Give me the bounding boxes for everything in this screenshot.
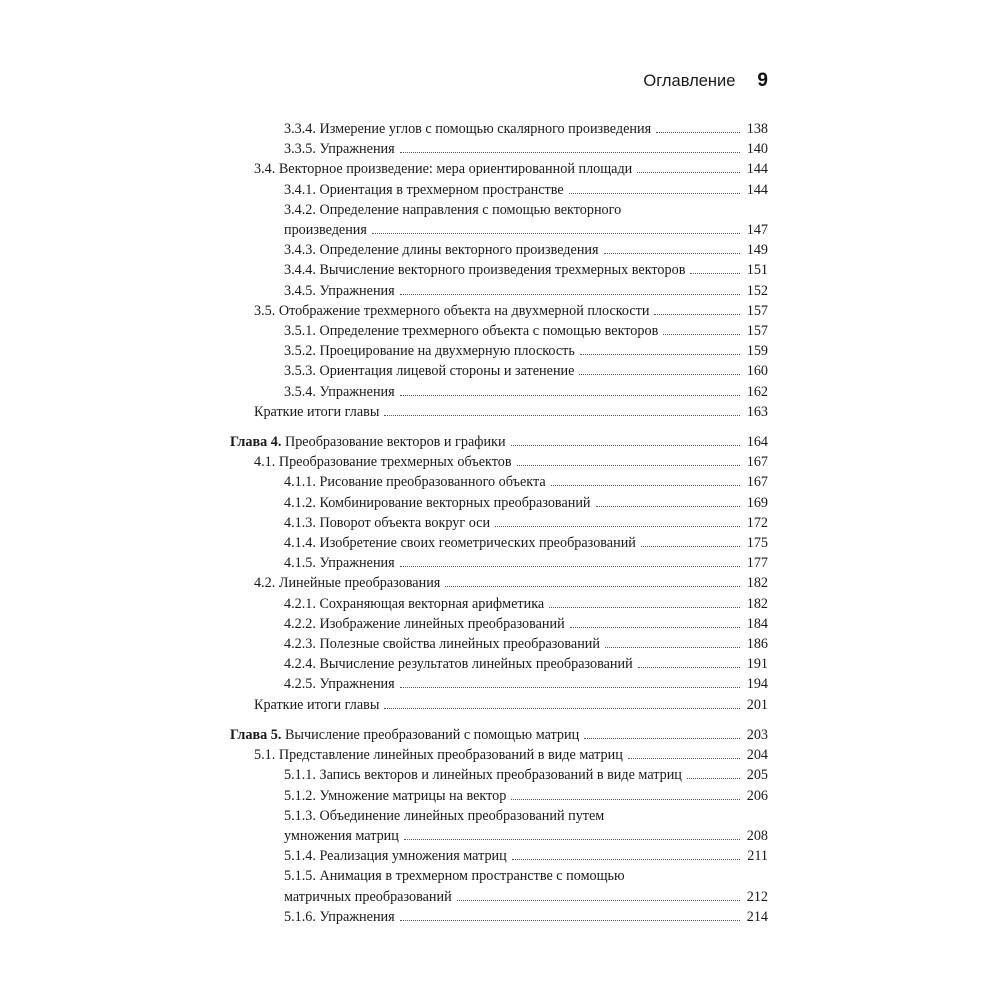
dot-leader (495, 526, 740, 527)
toc-entry-title: умножения матриц (284, 827, 399, 844)
toc-page-number: 167 (746, 474, 768, 491)
toc-chapter-label: Глава 5. (230, 726, 282, 743)
dot-leader (637, 172, 740, 173)
dot-leader (445, 586, 740, 587)
toc-subsection-entry (230, 341, 768, 361)
toc-entry-line (284, 907, 768, 927)
toc-subsection-entry (230, 907, 768, 927)
toc-entry-line (284, 361, 768, 381)
toc-page-number: 177 (746, 555, 768, 572)
toc-page-number: 203 (746, 726, 768, 743)
dot-leader (384, 708, 740, 709)
toc-entry-title: матричных преобразований (284, 888, 452, 905)
dot-leader (687, 778, 740, 779)
toc-entry-title (230, 432, 506, 452)
toc-subsection-entry (230, 674, 768, 694)
toc-subsection-entry (230, 806, 768, 846)
toc-subsection-entry (230, 846, 768, 866)
dot-leader (569, 193, 740, 194)
dot-leader (511, 445, 740, 446)
toc-page-number: 182 (746, 575, 768, 592)
toc-entry-line (284, 493, 768, 513)
toc-section-entry (230, 573, 768, 593)
toc-entry-line (284, 887, 768, 907)
toc-page-number: 191 (746, 656, 768, 673)
toc-entry-line (254, 695, 768, 715)
toc-page-number: 204 (746, 747, 768, 764)
toc-entry-title: 4.2.4. Вычисление результатов линейных преобразований (284, 656, 633, 673)
toc-page-number: 157 (746, 323, 768, 340)
toc-subsection-entry (230, 361, 768, 381)
running-header-page-number: 9 (757, 70, 768, 91)
toc-page-number: 212 (746, 888, 768, 905)
dot-leader (551, 485, 740, 486)
toc-entry-title: 3.3.4. Измерение углов с помощью скалярного произведения (284, 121, 652, 137)
toc-subsection-entry (230, 654, 768, 674)
dot-leader (457, 900, 740, 901)
toc-entry-line (284, 220, 768, 240)
toc-page-number: 208 (746, 827, 768, 844)
toc-page-number: 160 (746, 363, 768, 380)
toc-entry-line (284, 321, 768, 341)
toc-page-number: 149 (746, 242, 768, 259)
toc-page-number: 144 (746, 161, 768, 178)
toc-page-number: 172 (746, 514, 768, 531)
dot-leader (570, 627, 740, 628)
dot-leader (628, 758, 740, 759)
toc-entry-title: 5.1.4. Реализация умножения матриц (284, 848, 507, 865)
dot-leader (656, 132, 740, 133)
toc-page-number: 182 (746, 595, 768, 612)
table-of-contents (230, 119, 768, 927)
toc-entry-title: 4.1.4. Изобретение своих геометрических преобразований (284, 535, 636, 552)
toc-entry-title: 4.1.2. Комбинирование векторных преобразований (284, 494, 591, 511)
toc-page-number: 211 (747, 848, 768, 865)
dot-leader (384, 415, 740, 416)
toc-page-number: 214 (746, 908, 768, 925)
toc-page-number: 163 (746, 403, 768, 420)
toc-page-number: 201 (746, 696, 768, 713)
toc-entry-title: 3.3.5. Упражнения (284, 141, 395, 158)
toc-subsection-entry (230, 281, 768, 301)
dot-leader (604, 253, 740, 254)
toc-entry-line (284, 826, 768, 846)
toc-entry-title: 5.1.2. Умножение матрицы на вектор (284, 787, 507, 804)
toc-entry-title-first-line: 3.4.2. Определение направления с помощью векторного (284, 201, 622, 218)
toc-subsection-entry (230, 786, 768, 806)
dot-leader (404, 839, 740, 840)
toc-entry-line (254, 301, 768, 321)
toc-subsection-entry (230, 614, 768, 634)
toc-entry-line (284, 765, 768, 785)
toc-entry-title: 3.5.1. Определение трехмерного объекта с помощью векторов (284, 323, 659, 340)
toc-chapter-label: Глава 4. (230, 434, 282, 451)
toc-page-number: 151 (746, 262, 768, 279)
toc-entry-title: 3.4. Векторное произведение: мера ориентированной площади (254, 161, 633, 178)
dot-leader (638, 667, 740, 668)
toc-entry-line (230, 725, 768, 745)
toc-page-number: 194 (746, 676, 768, 693)
toc-subsection-entry (230, 513, 768, 533)
toc-entry-title: 3.5.3. Ориентация лицевой стороны и затенение (284, 363, 575, 380)
toc-subsection-entry (230, 260, 768, 280)
dot-leader (517, 465, 740, 466)
toc-page-number: 205 (746, 767, 768, 784)
running-header-title: Оглавление (643, 72, 736, 90)
toc-section-entry (230, 159, 768, 179)
toc-section-entry (230, 452, 768, 472)
dot-leader (549, 607, 740, 608)
toc-entry-line (254, 402, 768, 422)
toc-entry-line (284, 513, 768, 533)
toc-entry-title: Краткие итоги главы (254, 696, 380, 713)
dot-leader (400, 294, 740, 295)
toc-entry-line (254, 573, 768, 593)
toc-entry-title: Краткие итоги главы (254, 403, 380, 420)
toc-entry-title: 5.1.6. Упражнения (284, 908, 395, 925)
toc-entry-line (284, 786, 768, 806)
toc-entry-title (230, 725, 579, 745)
dot-leader (641, 546, 740, 547)
toc-page-number: 157 (746, 302, 768, 319)
toc-entry-title: произведения (284, 222, 367, 239)
dot-leader (511, 799, 740, 800)
dot-leader (579, 374, 740, 375)
dot-leader (605, 647, 740, 648)
toc-page-number: 169 (746, 494, 768, 511)
toc-chapter-entry (230, 725, 768, 745)
toc-subsection-entry (230, 321, 768, 341)
dot-leader (400, 687, 740, 688)
toc-entry-title: 3.4.5. Упражнения (284, 282, 395, 299)
toc-page-number: 144 (746, 181, 768, 198)
toc-entry-title: 3.4.1. Ориентация в трехмерном пространстве (284, 181, 564, 198)
toc-entry-line (284, 472, 768, 492)
toc-entry-line (284, 846, 768, 866)
dot-leader (372, 233, 740, 234)
toc-entry-title: 3.4.3. Определение длины векторного произведения (284, 242, 599, 259)
toc-entry-title: 3.5. Отображение трехмерного объекта на двухмерной плоскости (254, 302, 650, 319)
dot-leader (654, 314, 740, 315)
dot-leader (690, 273, 740, 274)
toc-subsection-entry (230, 866, 768, 906)
toc-page-number: 162 (746, 383, 768, 400)
toc-chapter-entry (230, 432, 768, 452)
toc-page-number: 152 (746, 282, 768, 299)
toc-entry-title: 4.2. Линейные преобразования (254, 575, 441, 592)
toc-entry-line (284, 281, 768, 301)
toc-page-number: 159 (746, 343, 768, 360)
toc-section-entry (230, 402, 768, 422)
toc-entry-line (254, 159, 768, 179)
toc-entry-line (284, 634, 768, 654)
dot-leader (400, 395, 740, 396)
toc-entry-title: 4.2.5. Упражнения (284, 676, 395, 693)
toc-subsection-entry (230, 139, 768, 159)
toc-subsection-entry (230, 382, 768, 402)
running-header (230, 70, 768, 98)
toc-page-number: 167 (746, 454, 768, 471)
toc-subsection-entry (230, 533, 768, 553)
dot-leader (400, 566, 740, 567)
toc-entry-line (284, 594, 768, 614)
toc-entry-line (284, 382, 768, 402)
toc-entry-title: 4.1.1. Рисование преобразованного объекта (284, 474, 546, 491)
toc-subsection-entry (230, 634, 768, 654)
toc-page-number: 147 (746, 222, 768, 239)
toc-page-number: 175 (746, 535, 768, 552)
dot-leader (596, 506, 740, 507)
toc-entry-line (230, 432, 768, 452)
toc-entry-line (284, 341, 768, 361)
toc-entry-title: 3.5.2. Проецирование на двухмерную плоскость (284, 343, 575, 360)
toc-subsection-entry (230, 200, 768, 240)
toc-entry-line (284, 139, 768, 159)
toc-section-entry (230, 301, 768, 321)
dot-leader (512, 859, 740, 860)
toc-page-number: 206 (746, 787, 768, 804)
toc-entry-line (284, 119, 768, 139)
toc-section-entry (230, 695, 768, 715)
toc-page-number: 140 (746, 141, 768, 158)
toc-subsection-entry (230, 553, 768, 573)
toc-subsection-entry (230, 472, 768, 492)
toc-entry-line (284, 180, 768, 200)
toc-section-entry (230, 745, 768, 765)
toc-page-number: 138 (746, 121, 768, 137)
dot-leader (584, 738, 740, 739)
toc-entry-title: 4.1.3. Поворот объекта вокруг оси (284, 514, 491, 531)
toc-entry-title: 5.1.1. Запись векторов и линейных преобразований в виде матриц (284, 767, 682, 784)
toc-entry-line (284, 533, 768, 553)
toc-page-number: 184 (746, 615, 768, 632)
dot-leader (400, 920, 740, 921)
toc-entry-line (254, 452, 768, 472)
dot-leader (580, 354, 740, 355)
toc-entry-line (284, 614, 768, 634)
toc-subsection-entry (230, 594, 768, 614)
toc-page-number: 164 (746, 434, 768, 451)
toc-entry-title-first-line: 5.1.3. Объединение линейных преобразований путем (284, 807, 605, 824)
toc-subsection-entry (230, 180, 768, 200)
toc-entry-title: 4.2.1. Сохраняющая векторная арифметика (284, 595, 545, 612)
toc-entry-title-first-line: 5.1.5. Анимация в трехмерном пространстве с помощью (284, 868, 625, 885)
toc-entry-title: 4.1. Преобразование трехмерных объектов (254, 454, 512, 471)
toc-entry-title: 4.2.2. Изображение линейных преобразований (284, 615, 565, 632)
toc-subsection-entry (230, 765, 768, 785)
dot-leader (663, 334, 740, 335)
dot-leader (400, 152, 740, 153)
toc-chapter-title: Преобразование векторов и графики (281, 434, 506, 451)
toc-chapter-title: Вычисление преобразований с помощью матриц (281, 726, 580, 743)
toc-entry-line (284, 654, 768, 674)
toc-subsection-entry (230, 493, 768, 513)
toc-entry-line (254, 745, 768, 765)
toc-entry-line (284, 553, 768, 573)
toc-entry-title: 5.1. Представление линейных преобразований в виде матриц (254, 747, 623, 764)
toc-entry-title: 4.1.5. Упражнения (284, 555, 395, 572)
toc-subsection-entry (230, 119, 768, 139)
toc-entry-line (284, 240, 768, 260)
toc-subsection-entry (230, 240, 768, 260)
toc-entry-title: 3.5.4. Упражнения (284, 383, 395, 400)
toc-entry-title: 3.4.4. Вычисление векторного произведения трехмерных векторов (284, 262, 686, 279)
toc-entry-line (284, 260, 768, 280)
toc-entry-title: 4.2.3. Полезные свойства линейных преобразований (284, 636, 600, 653)
toc-entry-line (284, 674, 768, 694)
toc-page-number: 186 (746, 636, 768, 653)
